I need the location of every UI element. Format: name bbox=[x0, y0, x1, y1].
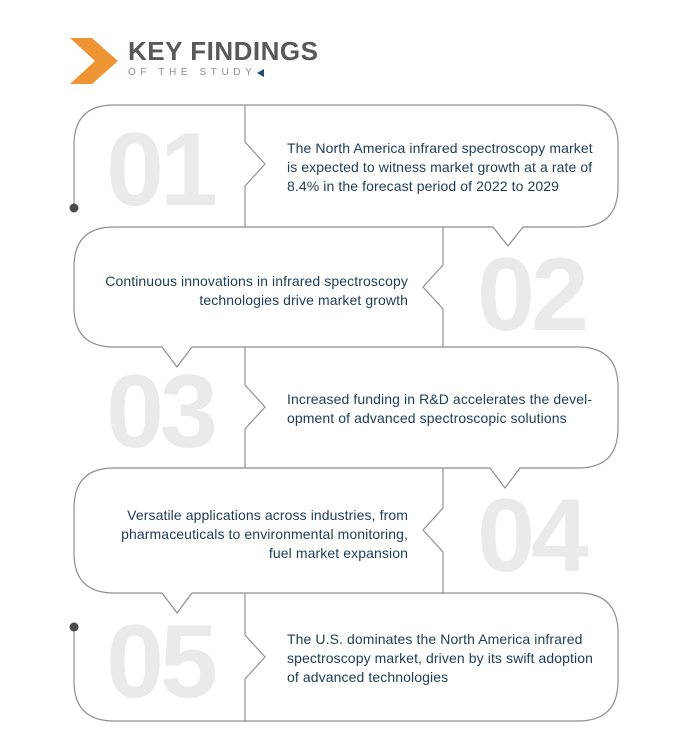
divider-chevron-5 bbox=[245, 593, 265, 721]
finding-01-line: The North America infrared spectroscopy market bbox=[287, 140, 593, 156]
finding-number-02: 02 bbox=[477, 237, 585, 353]
page-subtitle bbox=[128, 67, 318, 78]
orange-chevron-icon bbox=[70, 38, 118, 84]
finding-04-line: Versatile applications across industries, from bbox=[127, 507, 408, 523]
finding-05-line: The U.S. dominates the North America infrared bbox=[287, 631, 583, 647]
logo-text bbox=[128, 38, 318, 78]
finding-text-02 bbox=[105, 272, 408, 310]
finding-text-01 bbox=[287, 139, 593, 196]
finding-text-04 bbox=[121, 506, 408, 563]
finding-05-line: spectroscopy market, driven by its swift adoption bbox=[287, 650, 594, 666]
finding-04-line: pharmaceuticals to environmental monitoring, bbox=[121, 526, 408, 542]
finding-03-line: opment of advanced spectroscopic solutions bbox=[287, 410, 567, 426]
finding-01-line: is expected to witness market growth at a rate of bbox=[287, 159, 593, 175]
finding-01-line: 8.4% in the forecast period of 2022 to 2029 bbox=[287, 178, 560, 194]
end-dot bbox=[70, 623, 79, 632]
divider-chevron-4 bbox=[423, 468, 443, 593]
divider-chevron-1 bbox=[245, 105, 265, 227]
start-dot bbox=[70, 204, 79, 213]
finding-04-line: fuel market expansion bbox=[268, 545, 408, 561]
finding-02-line: technologies drive market growth bbox=[199, 292, 408, 308]
finding-05-line: of advanced technologies bbox=[287, 669, 449, 685]
divider-chevron-3 bbox=[245, 347, 265, 468]
divider-chevron-2 bbox=[423, 227, 443, 347]
page-subtitle-label: OF THE STUDY bbox=[128, 67, 257, 78]
finding-text-05 bbox=[287, 630, 593, 687]
finding-number-01: 01 bbox=[106, 112, 214, 228]
logo bbox=[70, 38, 318, 84]
finding-03-line: Increased funding in R&D accelerates the devel- bbox=[287, 391, 593, 407]
finding-number-03: 03 bbox=[106, 354, 214, 470]
finding-text-03 bbox=[287, 390, 592, 428]
finding-number-04: 04 bbox=[477, 478, 585, 594]
subtitle-end-mark-icon bbox=[257, 69, 264, 77]
finding-02-line: Continuous innovations in infrared spectroscopy bbox=[105, 273, 408, 289]
finding-number-05: 05 bbox=[106, 604, 214, 720]
page-title: KEY FINDINGS bbox=[128, 36, 319, 66]
